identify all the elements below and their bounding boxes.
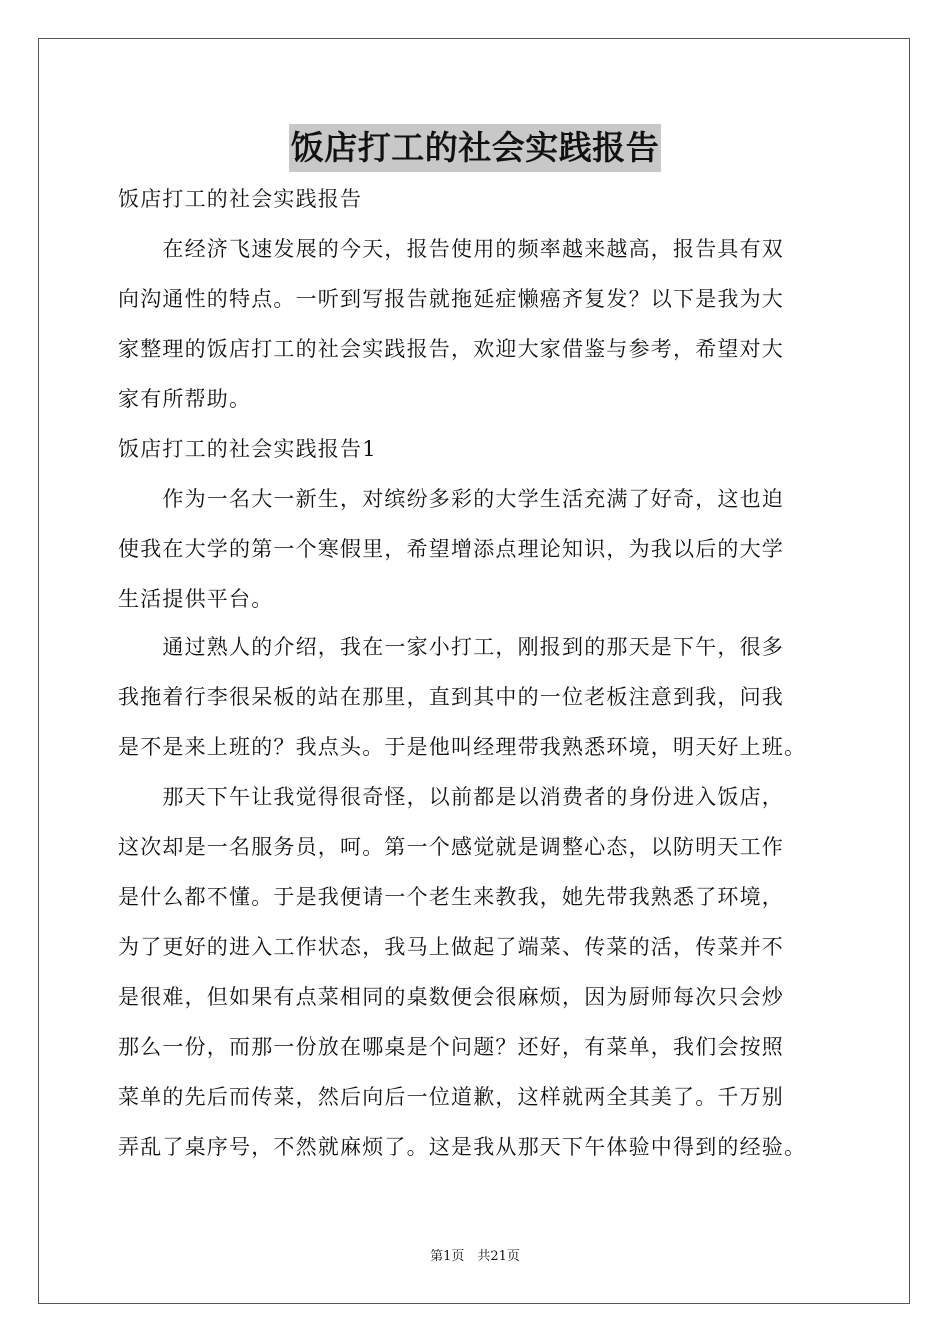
text-line: 作为一名大一新生，对缤纷多彩的大学生活充满了好奇，这也迫	[118, 487, 784, 511]
paragraph-3	[118, 782, 858, 1162]
text-line: 菜单的先后而传菜，然后向后一位道歉，这样就两全其美了。千万别	[118, 1085, 784, 1109]
paragraph-1	[118, 484, 858, 614]
text-line: 这次却是一名服务员，呵。第一个感觉就是调整心态，以防明天工作	[118, 835, 784, 859]
text-line: 使我在大学的第一个寒假里，希望增添点理论知识，为我以后的大学	[118, 537, 784, 561]
text-line: 在经济飞速发展的今天，报告使用的频率越来越高，报告具有双	[118, 237, 784, 261]
text-line: 饭店打工的社会实践报告	[118, 187, 363, 211]
text-line: 向沟通性的特点。一听到写报告就拖延症懒癌齐复发？以下是我为大	[118, 287, 784, 311]
text-line: 家整理的饭店打工的社会实践报告，欢迎大家借鉴与参考，希望对大	[118, 337, 784, 361]
text-line: 饭店打工的社会实践报告1	[118, 437, 377, 461]
text-line: 为了更好的进入工作状态，我马上做起了端菜、传菜的活，传菜并不	[118, 935, 784, 959]
title-wrap	[0, 124, 950, 172]
paragraph-intro	[118, 234, 858, 414]
text-line: 是什么都不懂。于是我便请一个老生来教我，她先带我熟悉了环境，	[118, 885, 784, 909]
subtitle-line	[118, 184, 858, 214]
text-line: 我拖着行李很呆板的站在那里，直到其中的一位老板注意到我，问我	[118, 685, 784, 709]
text-line: 弄乱了桌序号，不然就麻烦了。这是我从那天下午体验中得到的经验。	[118, 1135, 807, 1159]
text-line: 生活提供平台。	[118, 587, 274, 611]
section-heading	[118, 434, 858, 464]
text-line: 是很难，但如果有点菜相同的桌数便会很麻烦，因为厨师每次只会炒	[118, 985, 784, 1009]
text-line: 家有所帮助。	[118, 387, 252, 411]
paragraph-2	[118, 632, 858, 762]
text-line: 那天下午让我觉得很奇怪，以前都是以消费者的身份进入饭店，	[118, 785, 784, 809]
text-line: 是不是来上班的？我点头。于是他叫经理带我熟悉环境，明天好上班。	[118, 735, 807, 759]
text-line: 那么一份，而那一份放在哪桌是个问题？还好，有菜单，我们会按照	[118, 1035, 784, 1059]
page-footer	[0, 1248, 950, 1266]
page-number-label: 第1页 共21页	[430, 1249, 520, 1264]
text-line: 通过熟人的介绍，我在一家小打工，刚报到的那天是下午，很多	[118, 635, 784, 659]
document-title: 饭店打工的社会实践报告	[289, 124, 662, 172]
